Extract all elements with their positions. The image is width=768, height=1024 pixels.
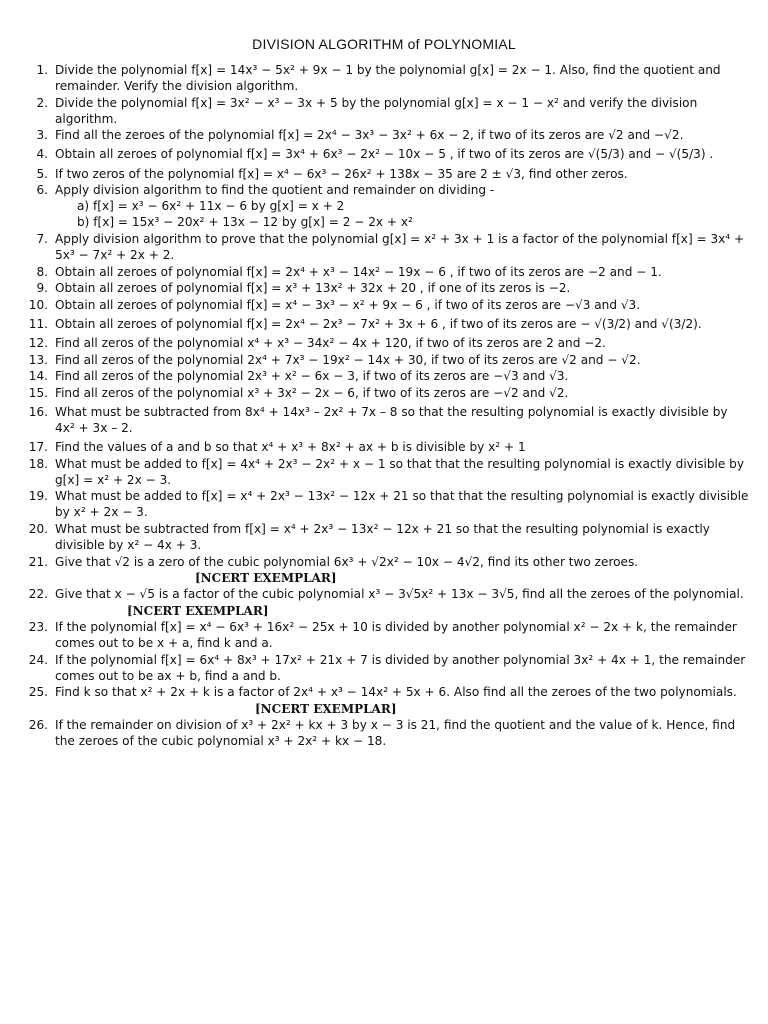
question-number: 7. (36, 231, 48, 246)
question-text: Obtain all zeroes of polynomial f[x] = 2x⁴ − 2x³ − 7x² + 3x + 6 , if two of its zeros are − √(3/2) and √(3/2). (55, 316, 702, 331)
question-item (20, 717, 750, 749)
question-text: What must be added to f[x] = x⁴ + 2x³ − 13x² − 12x + 21 so that that the resulting polynomial is exactly divisible by x² + 2x − 3. (55, 489, 753, 520)
question-item (20, 521, 750, 553)
question-item (20, 619, 750, 651)
question-number: 9. (36, 281, 48, 296)
question-item (20, 684, 750, 716)
question-number: 16. (28, 404, 48, 419)
question-number: 13. (28, 352, 48, 367)
question-item (20, 456, 750, 488)
question-number: 12. (28, 336, 48, 350)
question-item (20, 280, 750, 296)
question-text: If two zeros of the polynomial f[x] = x⁴ − 6x³ − 26x² + 138x − 35 are 2 ± √3, find other zeros. (55, 166, 628, 181)
page-title: DIVISION ALGORITHM of POLYNOMIAL (252, 36, 516, 52)
question-text: Divide the polynomial f[x] = 3x² − x³ − 3x + 5 by the polynomial g[x] = x − 1 − x² and verify the division algorithm. (55, 95, 702, 126)
question-number: 8. (36, 264, 48, 279)
question-number: 23. (28, 620, 48, 635)
question-text: Find all zeros of the polynomial x³ + 3x² − 2x − 6, if two of its zeros are −√2 and √2. (55, 385, 569, 400)
question-text: Apply division algorithm to find the quotient and remainder on dividing - (55, 183, 495, 198)
question-item (20, 297, 750, 313)
question-number: 6. (36, 183, 48, 198)
question-number: 20. (28, 522, 48, 537)
question-item (20, 182, 750, 230)
question-item (20, 127, 750, 143)
question-text: Obtain all zeroes of polynomial f[x] = x³ + 13x² + 32x + 20 , if one of its zeros is −2. (55, 281, 571, 296)
ncert-exemplar-tag: [NCERT EXEMPLAR] (255, 701, 397, 716)
question-item (20, 439, 750, 455)
question-item (20, 62, 750, 94)
question-number: 18. (28, 456, 48, 471)
question-number: 22. (28, 587, 48, 602)
question-item (20, 335, 750, 351)
question-item (20, 368, 750, 384)
question-text: What must be added to f[x] = 4x⁴ + 2x³ − 2x² + x − 1 so that that the resulting polynomial is exactly divisible by g[x] = x² + 2x − 3. (55, 456, 748, 487)
question-number: 11. (28, 316, 48, 331)
question-number: 5. (36, 166, 48, 181)
question-text: Find all zeros of the polynomial 2x³ + x² − 6x − 3, if two of its zeros are −√3 and √3. (55, 369, 569, 384)
question-number: 17. (28, 440, 48, 455)
question-text: What must be subtracted from 8x⁴ + 14x³ – 2x² + 7x – 8 so that the resulting polynomial is exactly divisible by 4x² + 3x – 2. (55, 404, 732, 435)
question-item (20, 264, 750, 280)
sub-question-item: b) f[x] = 15x³ − 20x² + 13x − 12 by g[x] = 2 − 2x + x² (77, 215, 413, 230)
question-number: 15. (28, 385, 48, 400)
question-number: 10. (28, 297, 48, 312)
question-text: If the remainder on division of x³ + 2x² + kx + 3 by x − 3 is 21, find the quotient and the value of k. Hence, find the zeroes of the cubic polynomial x³ + 2x² + kx − 18. (55, 718, 740, 749)
question-text: Apply division algorithm to prove that the polynomial g[x] = x² + 3x + 1 is a factor of the polynomial f[x] = 3x⁴ + 5x³ − 7x² + 2x + 2. (55, 231, 749, 263)
question-text: If the polynomial f[x] = x⁴ − 6x³ + 16x² − 25x + 10 is divided by another polynomial x² − 2x + k, the remainder comes out to be x + a, find k and a. (55, 620, 741, 651)
question-item (20, 146, 750, 162)
question-item (20, 554, 750, 586)
question-number: 19. (28, 489, 48, 504)
question-text: Find all the zeroes of the polynomial f[x] = 2x⁴ − 3x³ − 3x² + 6x − 2, if two of its zeros are √2 and −√2. (55, 128, 684, 143)
question-item (20, 488, 753, 520)
sub-question-item: a) f[x] = x³ − 6x² + 11x − 6 by g[x] = x + 2 (77, 199, 345, 214)
question-text: Find the values of a and b so that x⁴ + x³ + 8x² + ax + b is divisible by x² + 1 (55, 440, 526, 455)
ncert-exemplar-tag: [NCERT EXEMPLAR] (127, 603, 269, 618)
question-text: Obtain all zeroes of polynomial f[x] = 2x⁴ + x³ − 14x² − 19x − 6 , if two of its zeros are −2 and − 1. (55, 264, 662, 279)
question-item (20, 316, 750, 332)
question-item (20, 385, 750, 401)
question-text: Give that x − √5 is a factor of the cubic polynomial x³ − 3√5x² + 13x − 3√5, find all the zeroes of the polynomial. (55, 587, 744, 602)
question-item (20, 352, 750, 368)
question-text: Find all zeros of the polynomial x⁴ + x³ − 34x² − 4x + 120, if two of its zeros are 2 and −2. (55, 336, 606, 350)
question-text: Find all zeros of the polynomial 2x⁴ + 7x³ − 19x² − 14x + 30, if two of its zeros are √2 and − √2. (55, 352, 641, 367)
question-number: 25. (28, 685, 48, 700)
question-text: If the polynomial f[x] = 6x⁴ + 8x³ + 17x² + 21x + 7 is divided by another polynomial 3x² + 4x + 1, the remainder comes out to be ax + b, find a and b. (55, 652, 750, 683)
question-number: 26. (28, 718, 48, 733)
question-number: 21. (28, 554, 48, 569)
question-list (20, 62, 753, 750)
ncert-exemplar-tag: [NCERT EXEMPLAR] (195, 570, 337, 585)
question-text: What must be subtracted from f[x] = x⁴ + 2x³ − 13x² − 12x + 21 so that the resulting polynomial is exactly divisible by x² − 4x + 3. (55, 522, 714, 553)
question-item (20, 95, 750, 127)
sub-question-list (55, 198, 750, 230)
question-number: 3. (36, 128, 48, 143)
question-number: 24. (28, 652, 48, 667)
question-text: Divide the polynomial f[x] = 14x³ − 5x² + 9x − 1 by the polynomial g[x] = 2x − 1. Also, find the quotient and remainder. Verify the division algorithm. (55, 63, 725, 94)
question-item (20, 166, 750, 182)
question-text: Obtain all zeroes of polynomial f[x] = 3x⁴ + 6x³ − 2x² − 10x − 5 , if two of its zeros are √(5/3) and − √(5/3) . (55, 147, 714, 162)
question-text: Give that √2 is a zero of the cubic polynomial 6x³ + √2x² − 10x − 4√2, find its other two zeroes. (55, 554, 639, 569)
question-text: Obtain all zeroes of polynomial f[x] = x⁴ − 3x³ − x² + 9x − 6 , if two of its zeros are −√3 and √3. (55, 297, 641, 312)
question-item (20, 586, 750, 618)
question-item (20, 652, 750, 684)
question-text: Find k so that x² + 2x + k is a factor of 2x⁴ + x³ − 14x² + 5x + 6. Also find all the zeroes of the two polynomials. (55, 685, 737, 700)
question-number: 2. (36, 95, 48, 110)
question-number: 14. (28, 369, 48, 384)
question-item (20, 231, 750, 263)
question-number: 1. (36, 63, 48, 77)
question-item (20, 404, 750, 436)
question-number: 4. (36, 147, 48, 162)
